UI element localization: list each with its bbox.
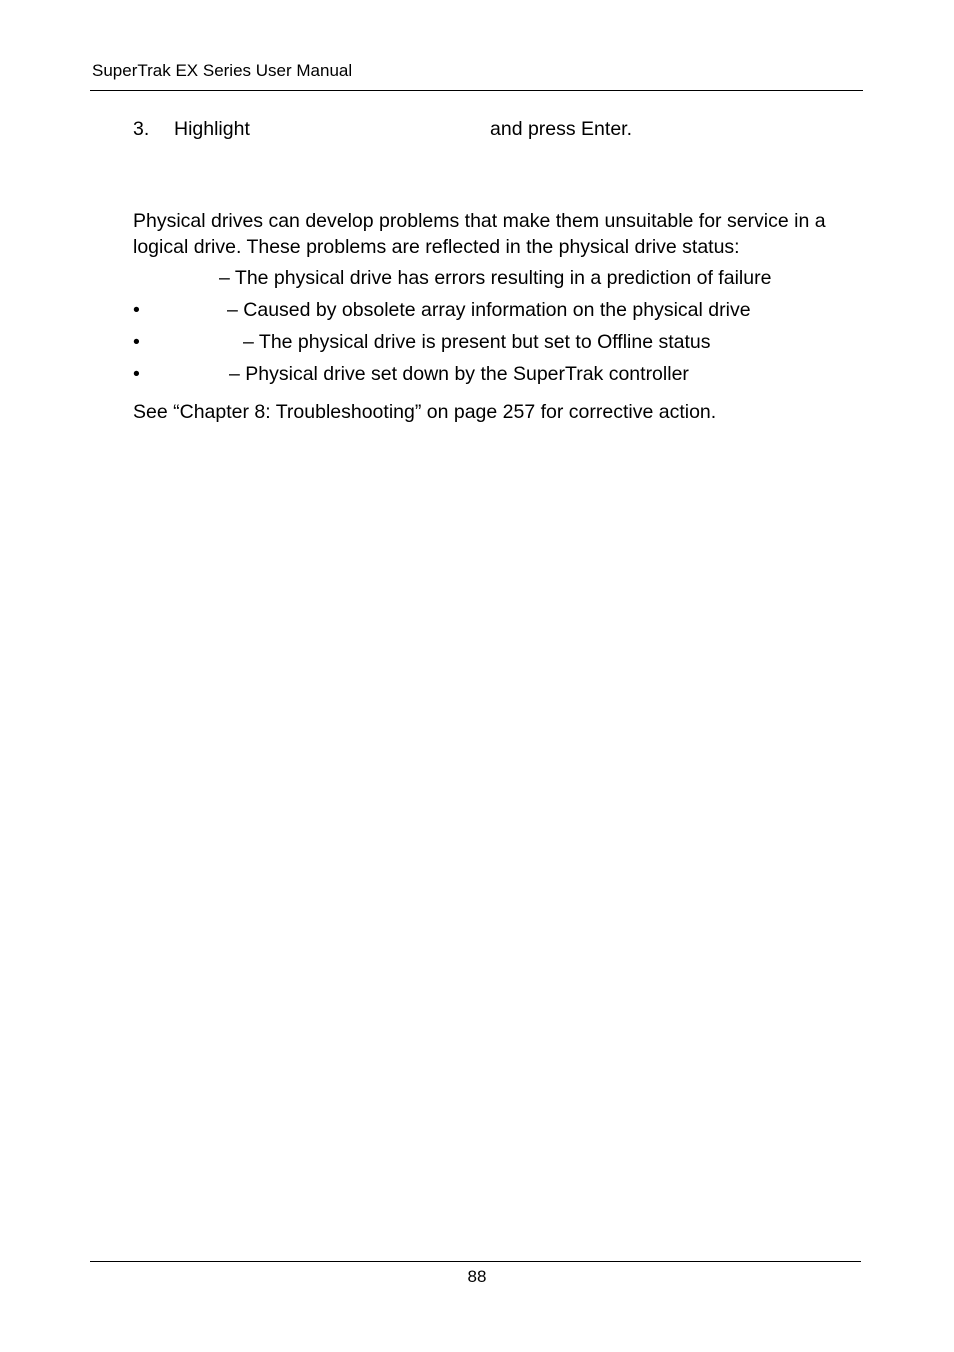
header-divider bbox=[90, 90, 863, 91]
intro-paragraph-line-2: logical drive. These problems are reflected in the physical drive status: bbox=[133, 236, 740, 258]
bullet-marker: • bbox=[133, 363, 140, 385]
page-number: 88 bbox=[467, 1267, 487, 1286]
bullet-marker: • bbox=[133, 331, 140, 353]
status-item-text: – Caused by obsolete array information on the physical drive bbox=[227, 299, 751, 321]
step-text-end: and press Enter. bbox=[490, 118, 633, 140]
status-item-text: – The physical drive is present but set to Offline status bbox=[243, 331, 711, 353]
step-text-start: Highlight bbox=[174, 118, 250, 140]
status-item-text: – Physical drive set down by the SuperTrak controller bbox=[229, 363, 689, 385]
step-number: 3. bbox=[133, 118, 150, 140]
running-header-title: SuperTrak EX Series User Manual bbox=[92, 61, 353, 80]
troubleshooting-reference: See “Chapter 8: Troubleshooting” on page 257 for corrective action. bbox=[133, 401, 717, 423]
status-item-text: – The physical drive has errors resulting in a prediction of failure bbox=[219, 267, 772, 289]
footer-divider bbox=[90, 1261, 861, 1262]
bullet-marker: • bbox=[133, 299, 140, 321]
intro-paragraph-line-1: Physical drives can develop problems that make them unsuitable for service in a bbox=[133, 210, 826, 232]
